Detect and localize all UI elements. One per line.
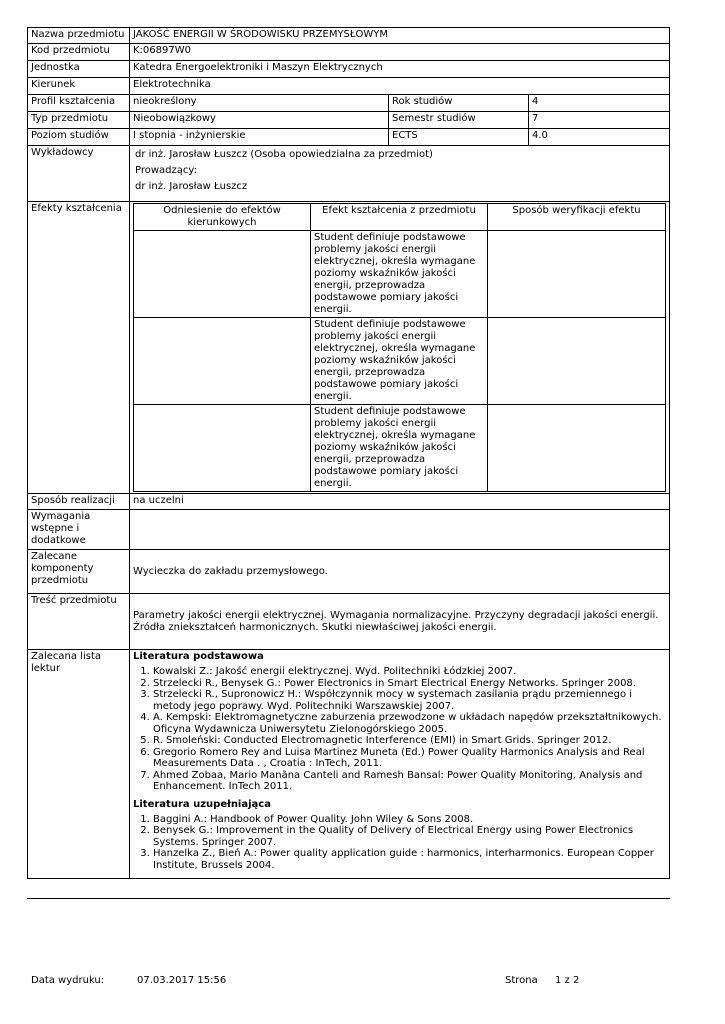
print-date: 07.03.2017 15:56 [137,975,227,986]
code-label: Kod przedmiotu [28,44,130,61]
list-item: 2. Benysek G.: Improvement in the Quality of Delivery of Electrical Energy using Power Electronics Systems. Springer 2007. [153,825,666,848]
literature-label: Zalecana lista lektur [28,650,130,879]
field-label: Kierunek [28,78,130,95]
literature-supp-list [133,814,666,872]
lecturers-cell [130,146,670,202]
list-item: 4. A. Kempski: Elektromagnetyczne zaburzenia przewodzone w układach napędów przekształtnikowych. Oficyna Wydawnicza Uniwersytetu Zielonogórskiego 2005. [153,712,666,735]
realization-label: Sposób realizacji [28,494,130,510]
outcomes-table [133,203,666,492]
literature-basic-title: Literatura podstawowa [133,651,264,662]
content-value: Parametry jakości energii elektrycznej. Wymagania normalizacyjne. Przyczyny degradacji jakości energii. Źródła zniekształceń harmonicznych. Skutki niewłaściwej jakości energii. [130,594,670,650]
list-item: 6. Gregorio Romero Rey and Luisa Martinez Muneta (Ed.) Power Quality Harmonics Analysis and Real Measurements Data . , Croatia : InTech, 2011. [153,747,666,770]
level-row [130,129,670,146]
course-code: K:06897W0 [130,44,670,61]
page-label: Strona [505,975,538,986]
list-item: 2. Strzelecki R., Benysek G.: Power Electronics in Smart Electrical Energy Networks. Springer 2008. [153,678,666,690]
leader-name: dr inż. Jarosław Łuszcz [135,181,248,192]
components-label: Zalecane komponenty przedmiotu [28,550,130,594]
course-name: JAKOŚĆ ENERGII W ŚRODOWISKU PRZEMYSŁOWYM [130,28,670,44]
outcomes-cell [130,202,670,494]
outcome-verify [488,405,666,492]
type-label: Typ przedmiotu [28,112,130,129]
course-profile: nieokreślony [130,95,389,111]
list-item: 5. R. Smoleński: Conducted Electromagnetic Interference (EMI) in Smart Grids. Springer 2012. [153,735,666,747]
semester-label: Semestr studiów [389,112,529,128]
outcome-verify [488,231,666,318]
course-level: I stopnia - inżynierskie [130,129,389,145]
outcome-effect: Student definiuje podstawowe problemy jakości energii elektrycznej, określa wymagane poziomy wskaźników jakości energii, przeprowadza podstawowe pomiary jakości energii. [311,231,488,318]
realization-value: na uczelni [130,494,670,510]
level-label: Poziom studiów [28,129,130,146]
course-semester: 7 [529,112,670,128]
outcome-effect: Student definiuje podstawowe problemy jakości energii elektrycznej, określa wymagane poziomy wskaźników jakości energii, przeprowadza podstawowe pomiary jakości energii. [311,318,488,405]
course-ects: 4.0 [529,129,670,145]
list-item: 7. Ahmed Zobaa, Mario Manãna Canteli and Ramesh Bansal: Power Quality Monitoring, Analysis and Enhancement. InTech 2011. [153,770,666,793]
print-date-label: Data wydruku: [31,975,105,986]
prerequisites-label: Wymagania wstępne i dodatkowe [28,510,130,550]
course-unit: Katedra Energoelektroniki i Maszyn Elektrycznych [130,61,670,78]
prerequisites-value [130,510,670,550]
list-item: 1. Baggini A.: Handbook of Power Quality. John Wiley & Sons 2008. [153,814,666,826]
ects-label: ECTS [389,129,529,145]
course-year: 4 [529,95,670,111]
name-label: Nazwa przedmiotu [28,28,130,44]
outcome-ref [134,405,311,492]
lecturers-label: Wykładowcy [28,146,130,202]
outcome-ref [134,318,311,405]
outcomes-header-ref: Odniesienie do efektów kierunkowych [134,204,311,231]
profile-label: Profil kształcenia [28,95,130,112]
course-field: Elektrotechnika [130,78,670,95]
outcome-verify [488,318,666,405]
literature-basic-list [133,666,666,793]
outcomes-header-effect: Efekt kształcenia z przedmiotu [311,204,488,231]
content-label: Treść przedmiotu [28,594,130,650]
year-label: Rok studiów [389,95,529,111]
outcomes-label: Efekty kształcenia [28,202,130,494]
page-number: 1 z 2 [555,975,580,986]
table-row [134,405,666,492]
profile-row [130,95,670,112]
list-item: 3. Hanzelka Z., Bień A.: Power quality application guide : harmonics, interharmonics. European Copper Institute, Brussels 2004. [153,848,666,871]
outcome-ref [134,231,311,318]
unit-label: Jednostka [28,61,130,78]
leaders-label: Prowadzący: [135,165,197,176]
list-item: 3. Strzelecki R., Supronowicz H.: Współczynnik mocy w systemach zasilania prądu przemiennego i metody jego poprawy. Wyd. Politechniki Warszawskiej 2007. [153,689,666,712]
literature-cell [130,650,670,879]
outcome-effect: Student definiuje podstawowe problemy jakości energii elektrycznej, określa wymagane poziomy wskaźników jakości energii, przeprowadza podstawowe pomiary jakości energii. [311,405,488,492]
responsible-lecturer: dr inż. Jarosław Łuszcz (Osoba opowiedzialna za przedmiot) [135,149,433,160]
course-type: Nieobowiązkowy [130,112,389,128]
bottom-divider [27,898,670,899]
list-item: 1. Kowalski Z.: Jakość energii elektrycznej. Wyd. Politechniki Łódzkiej 2007. [153,666,666,678]
table-row [134,318,666,405]
literature-supp-title: Literatura uzupełniająca [133,798,271,810]
components-value: Wycieczka do zakładu przemysłowego. [130,550,670,594]
course-table [27,27,670,879]
table-row [134,231,666,318]
type-row [130,112,670,129]
outcomes-header-verify: Sposób weryfikacji efektu [488,204,666,231]
